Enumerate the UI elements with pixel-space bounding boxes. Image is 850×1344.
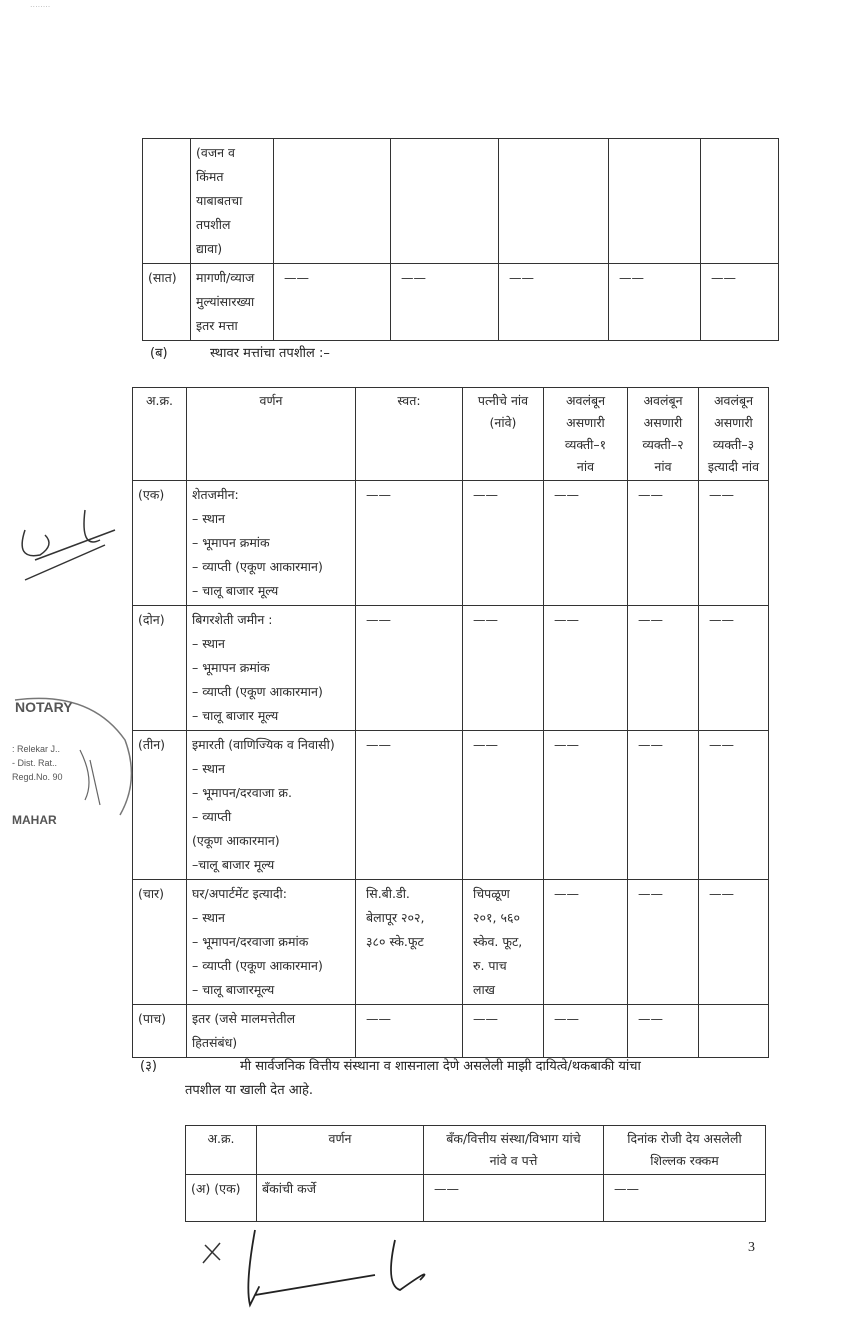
cell-line: बँकांची कर्जे [262, 1181, 316, 1196]
cell-line: —— [554, 1011, 579, 1026]
cell-line: अवलंबून [713, 393, 754, 408]
cell-line: वर्णन [328, 1131, 352, 1146]
cell-line: सि.बी.डी. [366, 886, 410, 901]
signature-bottom [195, 1225, 455, 1335]
cell-line: इमारती (वाणिज्यिक व निवासी) [192, 737, 335, 752]
cell-line: —— [434, 1181, 459, 1196]
cell-line: —— [638, 737, 663, 752]
cell-line: —— [554, 737, 579, 752]
cell-line: – स्थान [192, 761, 225, 776]
row-description [187, 1005, 356, 1058]
cell-line: बेलापूर २०२, [366, 910, 425, 925]
cell-line: द्यावा) [196, 241, 223, 256]
cell-line: चिपळूण [473, 886, 510, 901]
value-cell [499, 139, 609, 264]
row-number [143, 139, 191, 264]
cell-line: पत्नीचे नांव [477, 393, 529, 408]
value-cell: —— [701, 264, 779, 341]
table-row [133, 731, 769, 880]
cell-line: दिनांक रोजी देय असलेली [627, 1131, 742, 1146]
value-cell [463, 481, 544, 606]
cell-line: —— [614, 1181, 639, 1196]
value-cell [609, 139, 701, 264]
value-cell: —— [391, 264, 499, 341]
column-header [257, 1126, 424, 1175]
value-cell [699, 731, 769, 880]
cell-line: —— [366, 1011, 391, 1026]
value-cell [628, 880, 699, 1005]
cell-line: —— [473, 612, 498, 627]
cell-line: अवलंबून [565, 393, 606, 408]
cell-line: इतर मत्ता [196, 318, 238, 333]
notary-stamp [0, 690, 150, 840]
cell-line: इतर (जसे मालमत्तेतील [192, 1011, 296, 1026]
table-row [133, 1005, 769, 1058]
column-header [628, 388, 699, 481]
cell-line: – व्याप्ती [192, 809, 232, 824]
header-row [133, 388, 769, 481]
cell-line: —— [638, 1011, 663, 1026]
column-header [424, 1126, 604, 1175]
para-3-line1: मी सार्वजनिक वित्तीय संस्थाना व शासनाला देणे असलेली माझी दायित्वे/थकबाकी यांचा [240, 1059, 641, 1074]
cell-line: स्वत: [397, 393, 421, 408]
cell-line: —— [638, 612, 663, 627]
cell-line: —— [709, 737, 734, 752]
column-header [463, 388, 544, 481]
value-cell [463, 606, 544, 731]
section-b-label: (ब) [150, 346, 168, 361]
cell-line: —— [554, 886, 579, 901]
value-cell [544, 731, 628, 880]
cell-line: शेतजमीन: [192, 487, 239, 502]
cell-line: (वजन व [196, 145, 235, 160]
value-cell: —— [609, 264, 701, 341]
value-cell [628, 1005, 699, 1058]
cell-line: (एकूण आकारमान) [192, 833, 280, 848]
value-cell [699, 606, 769, 731]
cell-line: याबाबतचा [196, 193, 243, 208]
table-row [186, 1175, 766, 1222]
row-number: (एक) [133, 481, 187, 606]
row-number: (अ) (एक) [186, 1175, 257, 1222]
cell-line: —— [554, 612, 579, 627]
cell-line: मुल्यांसारख्या [196, 294, 255, 309]
svg-text:MAHAR: MAHAR [12, 813, 57, 827]
cell-line: नांव [654, 459, 672, 474]
header-mark: ........ [30, 0, 51, 9]
cell-line: – स्थान [192, 511, 225, 526]
row-description [257, 1175, 424, 1222]
value-cell [463, 880, 544, 1005]
cell-line: अवलंबून [643, 393, 683, 408]
column-header [356, 388, 463, 481]
cell-line: लाख [473, 982, 495, 997]
svg-text:: Relekar J..: : Relekar J.. [12, 744, 61, 754]
column-header [187, 388, 356, 481]
table-row [133, 880, 769, 1005]
cell-line: – भूमापन क्रमांक [192, 535, 270, 550]
cell-line: – स्थान [192, 636, 225, 651]
column-header [186, 1126, 257, 1175]
cell-line: शिल्लक रक्कम [650, 1153, 719, 1168]
value-cell [701, 139, 779, 264]
cell-line: रु. पाच [473, 958, 507, 973]
column-header [133, 388, 187, 481]
row-description [191, 139, 274, 264]
cell-line: —— [638, 487, 663, 502]
column-header [544, 388, 628, 481]
value-cell [544, 1005, 628, 1058]
table-row [133, 606, 769, 731]
movable-assets-table-continued [142, 138, 779, 341]
table-row [143, 264, 779, 341]
cell-line: —— [709, 612, 734, 627]
svg-text:NOTARY: NOTARY [15, 699, 73, 715]
value-cell [544, 606, 628, 731]
cell-line: —— [366, 737, 391, 752]
cell-line: व्यक्ती–१ [564, 437, 607, 452]
para-3-number: (३) [140, 1059, 157, 1074]
value-cell [699, 481, 769, 606]
immovable-assets-table [132, 387, 769, 1058]
cell-line: हितसंबंध) [192, 1035, 238, 1050]
header-row [186, 1126, 766, 1175]
value-cell [628, 606, 699, 731]
row-description [187, 606, 356, 731]
column-header [604, 1126, 766, 1175]
value-cell [391, 139, 499, 264]
row-number: (सात) [143, 264, 191, 341]
cell-line: बिगरशेती जमीन : [192, 612, 273, 627]
cell-line: घर/अपार्टमेंट इत्यादी: [192, 886, 287, 901]
cell-line: —— [366, 612, 391, 627]
cell-line: तपशील [196, 217, 231, 232]
cell-line: – व्याप्ती (एकूण आकारमान) [192, 559, 323, 574]
value-cell [604, 1175, 766, 1222]
cell-line: – भूमापन क्रमांक [192, 660, 270, 675]
liabilities-table [185, 1125, 766, 1222]
cell-line: नांवे व पत्ते [489, 1153, 538, 1168]
cell-line: – स्थान [192, 910, 225, 925]
row-description [191, 264, 274, 341]
cell-line: —— [473, 487, 498, 502]
cell-line: – चालू बाजार मूल्य [192, 708, 279, 723]
value-cell [544, 880, 628, 1005]
value-cell: —— [274, 264, 391, 341]
cell-line: असणारी [643, 415, 683, 430]
signature-left-margin [5, 500, 135, 600]
cell-line: – चालू बाजार मूल्य [192, 583, 279, 598]
cell-line: – भूमापन/दरवाजा क्रमांक [192, 934, 309, 949]
cell-line: – व्याप्ती (एकूण आकारमान) [192, 684, 323, 699]
cell-line: —— [473, 737, 498, 752]
value-cell [628, 731, 699, 880]
cell-line: बँक/वित्तीय संस्था/विभाग यांचे [446, 1131, 581, 1146]
value-cell [356, 880, 463, 1005]
cell-line: —— [638, 886, 663, 901]
value-cell [356, 481, 463, 606]
cell-line: –चालू बाजार मूल्य [192, 857, 275, 872]
cell-line: व्यक्ती–२ [642, 437, 684, 452]
cell-line: (नांवे) [489, 415, 517, 430]
row-number: (दोन) [133, 606, 187, 731]
row-number: (पाच) [133, 1005, 187, 1058]
row-description [187, 481, 356, 606]
value-cell [699, 880, 769, 1005]
value-cell [628, 481, 699, 606]
cell-line: —— [709, 886, 734, 901]
cell-line: असणारी [566, 415, 605, 430]
cell-line: —— [473, 1011, 498, 1026]
cell-line: व्यक्ती–३ [712, 437, 755, 452]
value-cell [699, 1005, 769, 1058]
cell-line: इत्यादी नांव [707, 459, 760, 474]
value-cell [463, 731, 544, 880]
svg-text:Regd.No. 90: Regd.No. 90 [12, 772, 63, 782]
value-cell: —— [499, 264, 609, 341]
cell-line: —— [554, 487, 579, 502]
svg-text:- Dist. Rat..: - Dist. Rat.. [12, 758, 58, 768]
row-number: (तीन) [133, 731, 187, 880]
cell-line: ३८० स्के.फूट [366, 934, 424, 949]
para-3-line2: तपशील या खाली देत आहे. [185, 1083, 314, 1098]
section-b-title: स्थावर मत्तांचा तपशील :– [210, 346, 330, 361]
value-cell [356, 1005, 463, 1058]
value-cell [424, 1175, 604, 1222]
cell-line: —— [709, 487, 734, 502]
table-row [143, 139, 779, 264]
value-cell [356, 731, 463, 880]
cell-line: नांव [576, 459, 595, 474]
page-number: 3 [748, 1240, 755, 1255]
cell-line: असणारी [714, 415, 753, 430]
value-cell [463, 1005, 544, 1058]
cell-line: मागणी/व्याज [196, 270, 255, 285]
cell-line: – व्याप्ती (एकूण आकारमान) [192, 958, 323, 973]
value-cell [544, 481, 628, 606]
row-description [187, 731, 356, 880]
cell-line: अ.क्र. [207, 1131, 235, 1146]
row-description [187, 880, 356, 1005]
cell-line: किंमत [196, 169, 224, 184]
cell-line: २०१, ५६० [473, 910, 520, 925]
cell-line: – चालू बाजारमूल्य [192, 982, 275, 997]
cell-line: स्केव. फूट, [473, 934, 523, 949]
column-header [699, 388, 769, 481]
value-cell [274, 139, 391, 264]
row-number: (चार) [133, 880, 187, 1005]
table-row [133, 481, 769, 606]
value-cell [356, 606, 463, 731]
cell-line: वर्णन [259, 393, 283, 408]
cell-line: —— [366, 487, 391, 502]
cell-line: – भूमापन/दरवाजा क्र. [192, 785, 292, 800]
cell-line: अ.क्र. [145, 393, 174, 408]
